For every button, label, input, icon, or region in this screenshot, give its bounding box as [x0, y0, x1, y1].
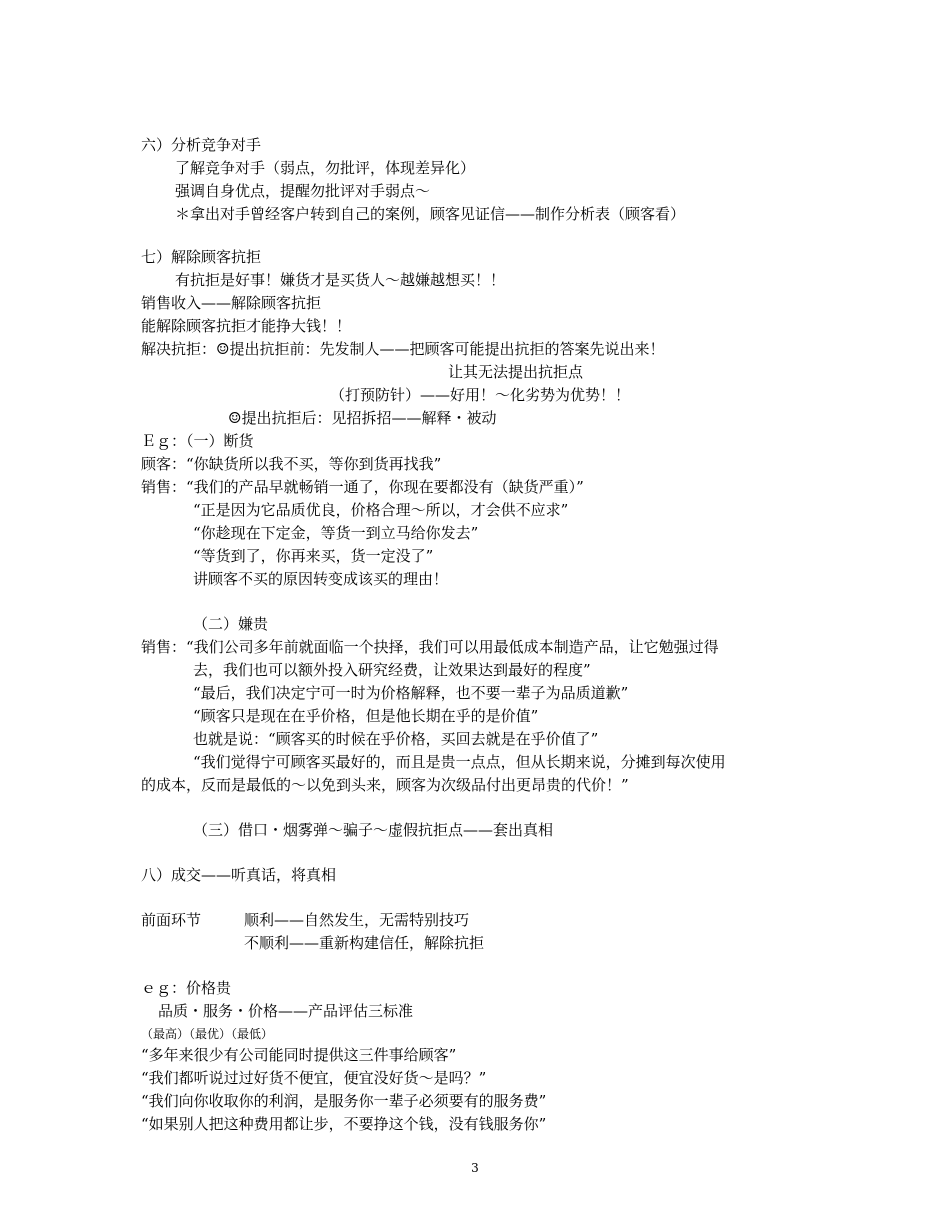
text-line: 品质・服务・价格——产品评估三标准 — [158, 1002, 414, 1020]
text-line: 讲顾客不买的原因转变成该买的理由！ — [193, 570, 449, 588]
text-line: 能解除顾客抗拒才能挣大钱！！ — [141, 317, 352, 335]
text-line: “最后，我们决定宁可一时为价格解释，也不要一辈子为品质道歉” — [193, 684, 629, 702]
text-line: ｅｇ：价格贵 — [141, 979, 232, 997]
text-line: 销售收入——解除顾客抗拒 — [141, 294, 322, 312]
text-line: 顺利——自然发生，无需特别技巧 — [244, 911, 470, 929]
text-line: “你趁现在下定金，等货一到立马给你发去” — [193, 524, 479, 542]
section-8-heading: 八）成交——听真话，将真相 — [141, 866, 337, 884]
section-6-heading: 六）分析竞争对手 — [141, 136, 262, 154]
text-line: ☺提出抗拒后：见招拆招——解释・被动 — [228, 409, 497, 427]
rating-labels: （最高）（最优）（最低） — [141, 1027, 274, 1041]
text-line: （三）借口・烟雾弹～骗子～虚假抗拒点——套出真相 — [193, 821, 554, 839]
text-line: 前面环节 — [141, 911, 202, 929]
text-line: （打预防针）——好用！～化劣势为优势！！ — [330, 386, 631, 404]
section-7-heading: 七）解除顾客抗拒 — [141, 248, 262, 266]
page-number: 3 — [471, 1161, 479, 1175]
text-line: 销售：“我们公司多年前就面临一个抉择，我们可以用最低成本制造产品，让它勉强过得 — [141, 638, 719, 656]
text-line: 销售：“我们的产品早就畅销一通了，你现在要都没有（缺货严重）” — [141, 478, 584, 496]
text-line: Ｅｇ：（一）断货 — [141, 432, 254, 450]
text-line: 解决抗拒：☺提出抗拒前：先发制人——把顾客可能提出抗拒的答案先说出来！ — [141, 340, 665, 358]
text-line: （二）嫌贵 — [193, 615, 269, 633]
text-line: “顾客只是现在在乎价格，但是他长期在乎的是价值” — [193, 707, 539, 725]
text-line: “我们都听说过过好货不便宜，便宜没好货～是吗？” — [141, 1069, 487, 1087]
text-line: “我们向你收取你的利润，是服务你一辈子必须要有的服务费” — [141, 1092, 547, 1110]
text-line: 顾客：“你缺货所以我不买，等你到货再找我” — [141, 455, 442, 473]
text-line: 去，我们也可以额外投入研究经费，让效果达到最好的程度” — [193, 661, 591, 679]
text-line: “多年来很少有公司能同时提供这三件事给顾客” — [141, 1046, 457, 1064]
text-line: 强调自身优点，提醒勿批评对手弱点～ — [175, 182, 431, 200]
text-line: 有抗拒是好事！嫌货才是买货人～越嫌越想买！！ — [175, 271, 506, 289]
text-line: “如果别人把这种费用都让步，不要挣这个钱，没有钱服务你” — [141, 1115, 547, 1133]
text-line: 的成本，反而是最低的～以免到头来，顾客为次级品付出更昂贵的代价！” — [141, 776, 629, 794]
text-line: 不顺利——重新构建信任，解除抗拒 — [244, 934, 485, 952]
text-line: ＊拿出对手曾经客户转到自己的案例，顾客见证信——制作分析表（顾客看） — [175, 205, 686, 223]
text-line: “等货到了，你再来买，货一定没了” — [193, 547, 434, 565]
text-line: “正是因为它品质优良，价格合理～所以，才会供不应求” — [193, 501, 569, 519]
text-line: 了解竞争对手（弱点，勿批评，体现差异化） — [175, 159, 476, 177]
text-line: 也就是说：“顾客买的时候在乎价格，买回去就是在乎价值了” — [193, 730, 599, 748]
text-line: 让其无法提出抗拒点 — [448, 363, 584, 381]
text-line: “我们觉得宁可顾客买最好的，而且是贵一点点，但从长期来说，分摊到每次使用 — [193, 753, 726, 771]
